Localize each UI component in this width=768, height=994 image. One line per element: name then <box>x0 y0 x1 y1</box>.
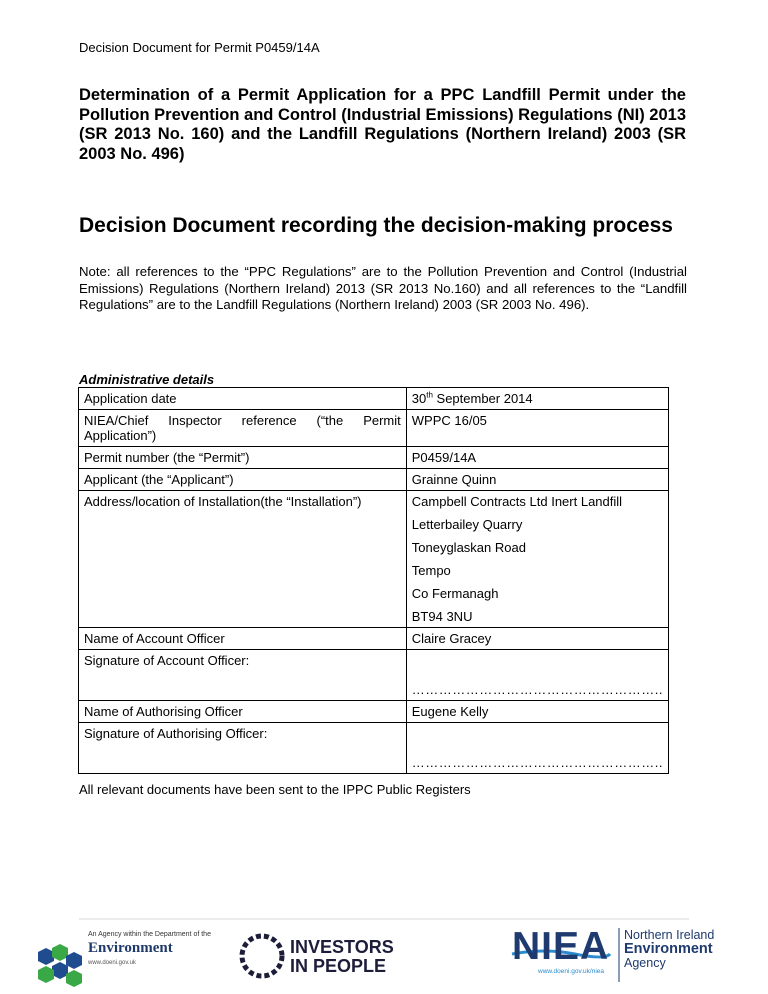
niea-logo-mark: NIEA <box>512 925 610 968</box>
authorising-officer-value: Eugene Kelly <box>406 701 668 723</box>
table-row <box>79 410 669 447</box>
address-line: Letterbailey Quarry <box>411 517 523 532</box>
table-row <box>79 469 669 491</box>
reference-value: WPPC 16/05 <box>406 410 668 447</box>
reference-label: NIEA/Chief Inspector reference (“the Permit Application”) <box>79 410 407 447</box>
document-title: Determination of a Permit Application for a PPC Landfill Permit under the Pollution Prevention and Control (Industrial Emissions) Regulations (NI) 2013 (SR 2013 No. 160) and the Landfill Regulations (Northern Ireland) 2003 (SR 2003 No. 496) <box>79 86 686 163</box>
investors-in-people-laurel-icon <box>242 936 282 976</box>
table-row <box>79 650 669 701</box>
niea-line3: Agency <box>624 956 666 970</box>
registers-note: All relevant documents have been sent to the IPPC Public Registers <box>79 782 471 797</box>
account-officer-label: Name of Account Officer <box>79 628 407 650</box>
authorising-signature-label: Signature of Authorising Officer: <box>79 723 407 774</box>
note-paragraph: Note: all references to the “PPC Regulations” are to the Pollution Prevention and Control (Industrial Emissions) Regulations (Northern Ireland) 2013 (SR 2013 No.160) and all references to the “Landfill Regulations” are to the Landfill Regulations (Northern Ireland) 2003 (SR 2003 No. 496). <box>79 264 687 312</box>
account-signature-label: Signature of Account Officer: <box>79 650 407 701</box>
applicant-value: Grainne Quinn <box>406 469 668 491</box>
address-line: Tempo <box>411 563 451 578</box>
application-date-label: Application date <box>79 388 407 410</box>
table-row <box>79 491 669 628</box>
account-officer-value: Claire Gracey <box>406 628 668 650</box>
signature-line: ……………………………………………….. <box>411 755 663 770</box>
address-line: Co Fermanagh <box>411 586 499 601</box>
document-header: Decision Document for Permit P0459/14A <box>79 40 320 55</box>
doe-url: www.doeni.gov.uk <box>88 960 136 966</box>
address-line: Campbell Contracts Ltd Inert Landfill <box>411 494 623 509</box>
authorising-signature-field <box>406 723 668 774</box>
signature-line: ……………………………………………….. <box>411 682 663 697</box>
admin-details-table <box>78 387 669 774</box>
doe-name: Environment <box>88 940 173 956</box>
document-subtitle: Decision Document recording the decision-making process <box>79 214 673 237</box>
niea-line1: Northern Ireland <box>624 928 715 942</box>
investors-in-people-logo <box>290 938 394 976</box>
table-row <box>79 701 669 723</box>
niea-name <box>624 928 714 970</box>
doe-tagline: An Agency within the Department of the <box>88 931 211 938</box>
iip-line1: INVESTORS <box>290 937 394 957</box>
doe-hexagon-logo-icon <box>38 944 82 987</box>
iip-line2: IN PEOPLE <box>290 956 387 976</box>
table-row <box>79 447 669 469</box>
authorising-officer-label: Name of Authorising Officer <box>79 701 407 723</box>
niea-url: www.doeni.gov.uk/niea <box>538 968 605 975</box>
address-line: BT94 3NU <box>411 609 473 624</box>
niea-line2: Environment <box>624 941 713 957</box>
address-label: Address/location of Installation(the “Installation”) <box>79 491 407 628</box>
address-value <box>406 491 668 628</box>
permit-number-label: Permit number (the “Permit”) <box>79 447 407 469</box>
application-date-rest: September 2014 <box>432 391 533 406</box>
application-date-value <box>406 388 668 410</box>
table-row <box>79 388 669 410</box>
account-signature-field <box>406 650 668 701</box>
table-row <box>79 723 669 774</box>
admin-details-heading: Administrative details <box>79 372 215 387</box>
permit-number-value: P0459/14A <box>406 447 668 469</box>
applicant-label: Applicant (the “Applicant”) <box>79 469 407 491</box>
application-date-day: 30 <box>411 391 427 406</box>
table-row <box>79 628 669 650</box>
application-date-suffix: th <box>426 390 433 400</box>
address-line: Toneyglaskan Road <box>411 540 526 555</box>
